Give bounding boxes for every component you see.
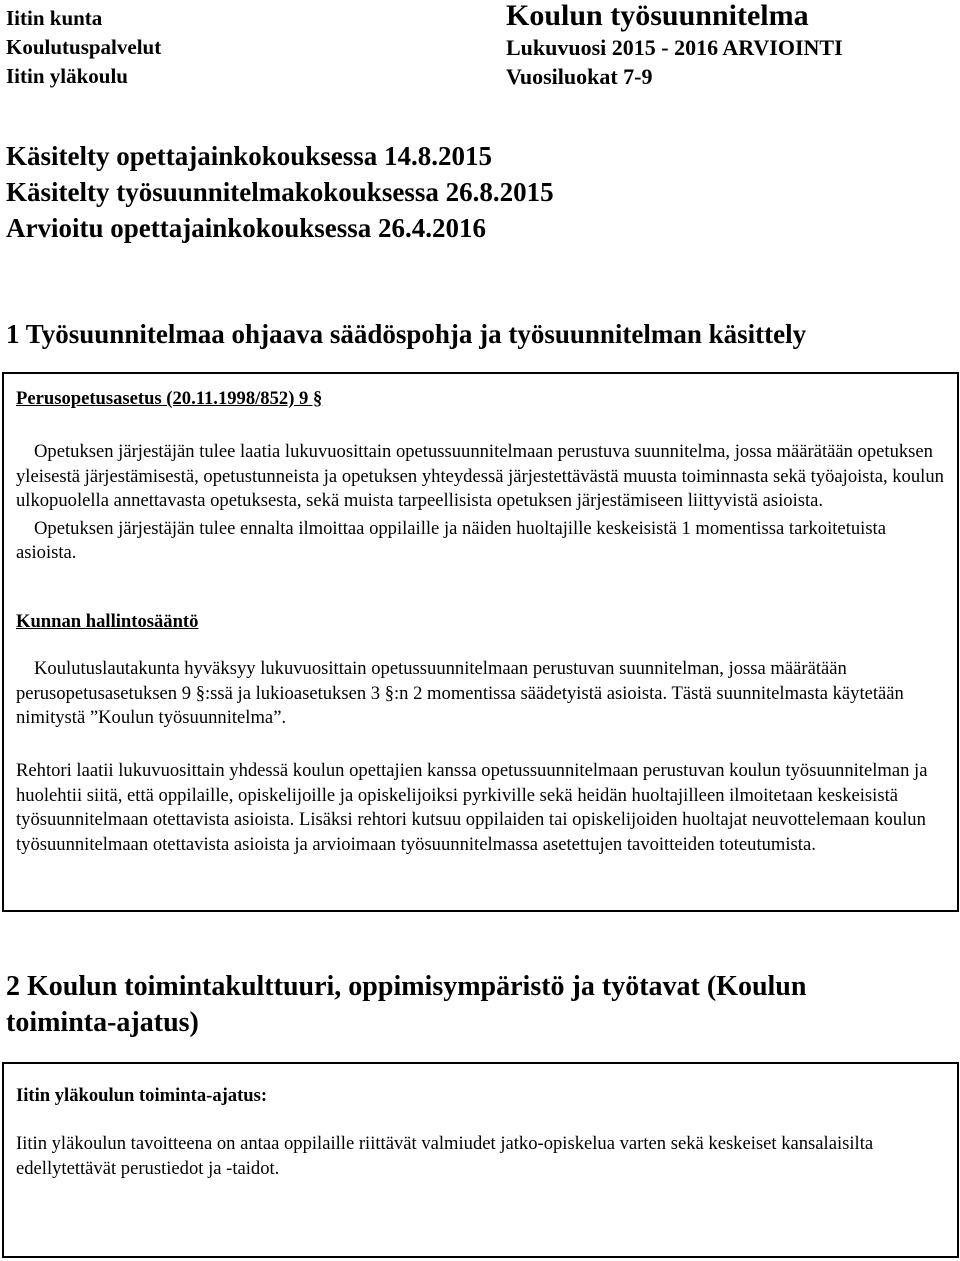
section-2-box xyxy=(2,1062,959,1258)
bylaw-paragraph-2: Rehtori laatii lukuvuosittain yhdessä koulun opettajien kanssa opetussuunnitelmaan perustuvan koulun työsuunnitelman ja huolehtii siitä, että oppilaille, opiskelijoille ja opiskelijoiksi pyrkiville sekä heidän huoltajilleen ilmoitetaan keskeisistä työsuunnitelmaan otettavista asioista. Lisäksi rehtori kutsuu oppilaiden tai opiskelijoiden huoltajat neuvottelemaan koulun työsuunnitelmaan otettavista asioista ja arvioimaan työsuunnitelmassa asetettujen tavoitteiden toteutumista. xyxy=(16,760,928,855)
bylaw-paragraph-1: Koulutuslautakunta hyväksyy lukuvuosittain opetussuunnitelmaan perustuvan suunnitelman, jossa määrätään perusopetusasetuksen 9 §:ssä ja lukioasetuksen 3 §:n 2 momentissa säädetyistä asioista. Tästä suunnitelmasta käytetään nimitystä ”Koulun työsuunnitelma”. xyxy=(16,658,904,729)
regulation-paragraph-1: Opetuksen järjestäjän tulee laatia lukuvuosittain opetussuunnitelmaan perustuva suunnitelma, jossa määrätään opetuksen yleisestä järjestämisestä, opetustunneista ja opetuksen yhteydessä järjestettävästä muusta toiminnasta sekä työajoista, koulun ulkopuolella annettavasta opetuksesta, sekä muista tarpeellisista opetuksen järjestämiseen liittyvistä asioista. xyxy=(16,441,944,512)
org-department: Koulutuspalvelut xyxy=(6,35,162,59)
regulation-paragraph-2: Opetuksen järjestäjän tulee ennalta ilmoittaa oppilaille ja näiden huoltajille keskeisistä 1 momentissa tarkoitetuista asioista. xyxy=(16,517,886,564)
school-year: Lukuvuosi 2015 - 2016 ARVIOINTI xyxy=(506,35,843,60)
org-name: Iitin kunta xyxy=(6,6,103,30)
mission-title: Iitin yläkoulun toiminta-ajatus: xyxy=(16,1085,268,1106)
processing-line-2: Käsitelty työsuunnitelmakokouksessa 26.8.2015 xyxy=(6,177,554,207)
processing-line-3: Arvioitu opettajainkokouksessa 26.4.2016 xyxy=(6,213,487,243)
processing-line-1: Käsitelty opettajainkokouksessa 14.8.2015 xyxy=(6,141,493,171)
section-1-box xyxy=(2,372,959,912)
section-2-heading-line-1: 2 Koulun toimintakulttuuri, oppimisympäristö ja työtavat (Koulun xyxy=(6,971,807,1002)
bylaw-heading: Kunnan hallintosääntö xyxy=(16,611,199,632)
grade-levels: Vuosiluokat 7-9 xyxy=(506,64,653,89)
mission-text: Iitin yläkoulun tavoitteena on antaa oppilaille riittävät valmiudet jatko-opiskelua varten sekä keskeiset kansalaisilta edellytettävät perustiedot ja -taidot. xyxy=(16,1133,874,1179)
org-school: Iitin yläkoulu xyxy=(6,64,128,88)
section-1-heading: 1 Työsuunnitelmaa ohjaava säädöspohja ja työsuunnitelman käsittely xyxy=(6,319,807,349)
regulation-heading: Perusopetusasetus (20.11.1998/852) 9 § xyxy=(16,388,323,409)
document-title: Koulun työsuunnitelma xyxy=(506,0,809,32)
section-2-heading-line-2: toiminta-ajatus) xyxy=(6,1007,199,1038)
